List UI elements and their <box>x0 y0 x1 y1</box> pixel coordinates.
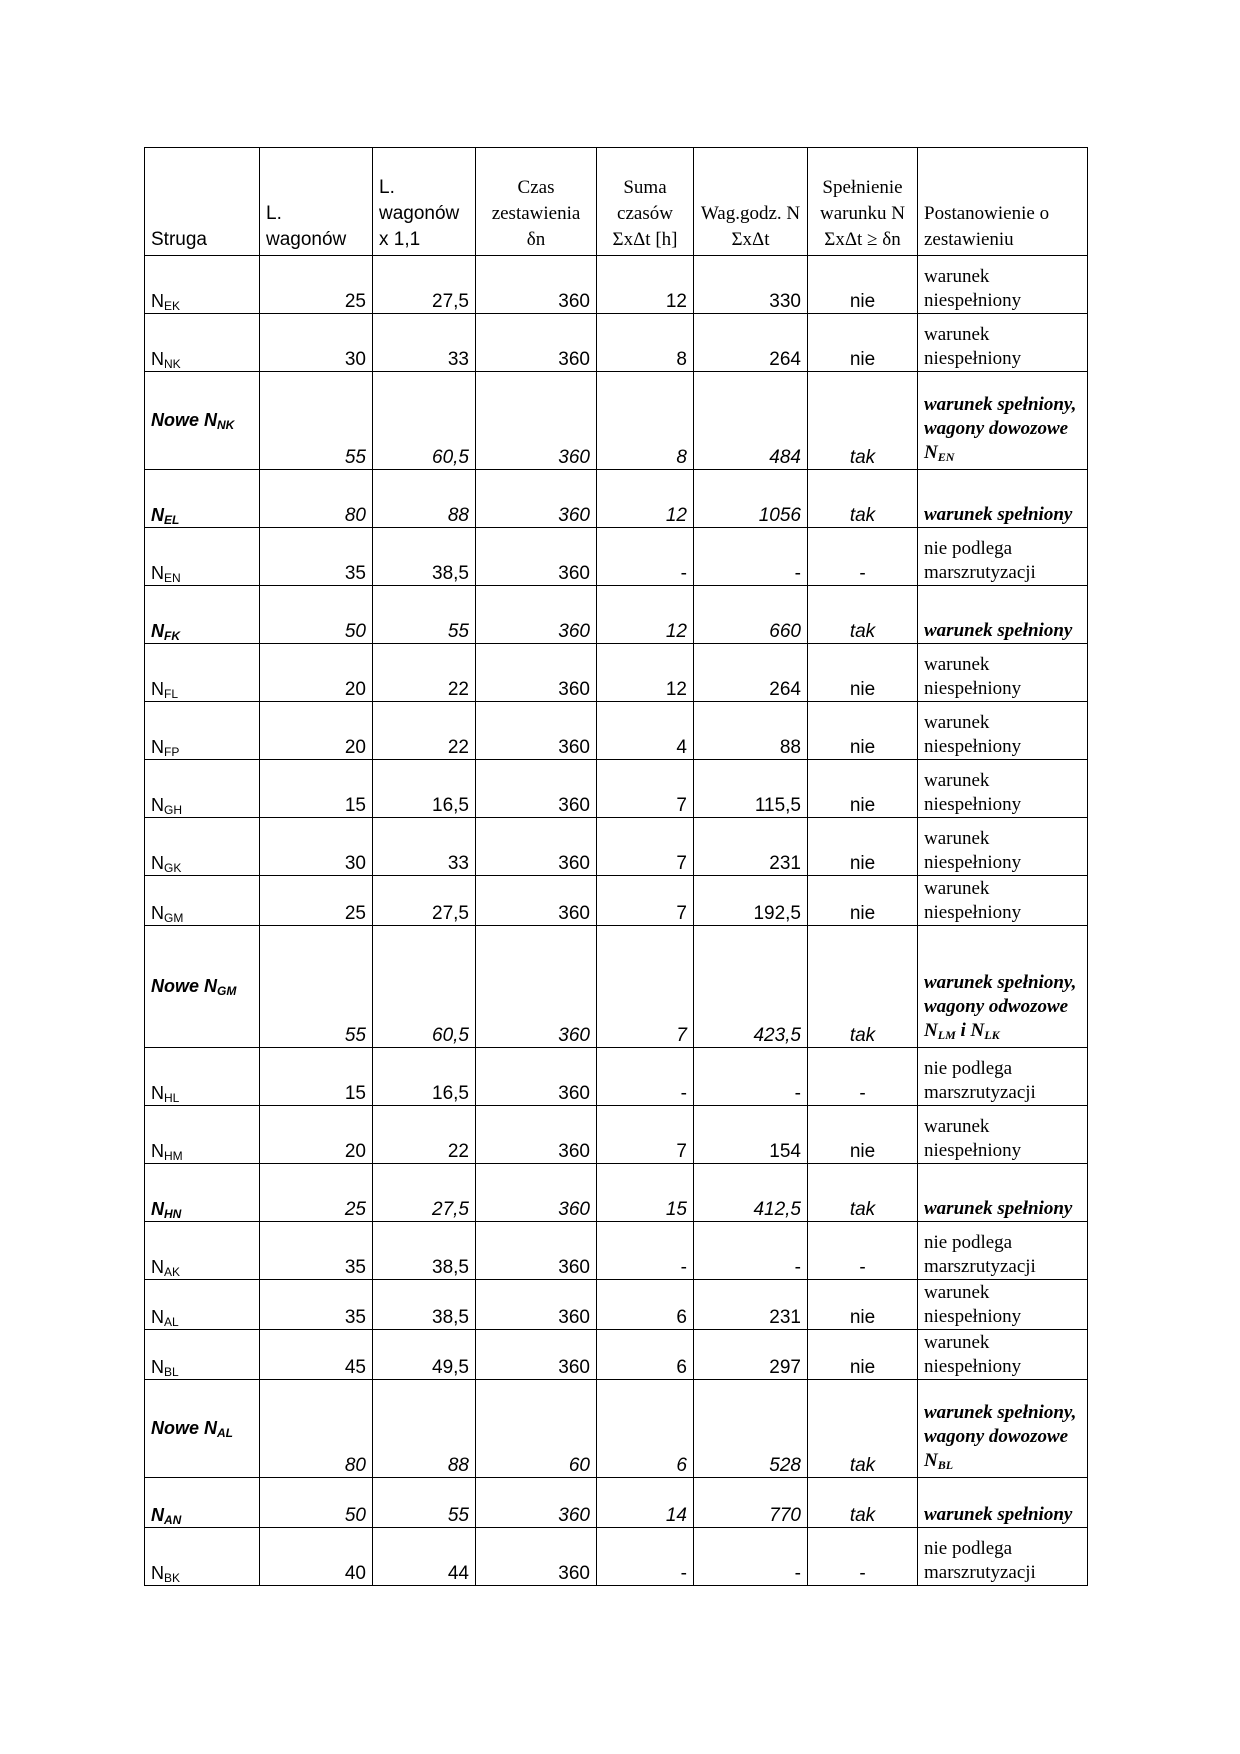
cell-postanowienie <box>918 1048 1088 1106</box>
struga-name: N <box>151 737 164 757</box>
table-row <box>145 1380 1088 1478</box>
cell-wag-godz: 297 <box>694 1330 808 1380</box>
struga-subscript: AL <box>217 1425 234 1440</box>
struga-name: N <box>151 795 164 815</box>
cell-struga <box>145 470 260 528</box>
cell-l-wagonow: 35 <box>260 1222 373 1280</box>
cell-suma: 15 <box>597 1164 694 1222</box>
table-body <box>145 256 1088 1586</box>
cell-wag-godz: 115,5 <box>694 760 808 818</box>
struga-name: N <box>151 1257 164 1277</box>
table-row <box>145 1048 1088 1106</box>
postanowienie-subscript: LK <box>984 1028 1000 1042</box>
cell-wag-godz: - <box>694 1048 808 1106</box>
cell-suma: 7 <box>597 1106 694 1164</box>
cell-czas: 60 <box>476 1380 597 1478</box>
postanowienie-text: nie podlega marszrutyzacji <box>924 538 1036 583</box>
cell-struga <box>145 876 260 926</box>
struga-name: N <box>151 621 164 641</box>
cell-struga <box>145 528 260 586</box>
table-row <box>145 528 1088 586</box>
struga-subscript: GK <box>164 861 182 875</box>
struga-name: Nowe N <box>151 409 218 430</box>
cell-postanowienie <box>918 644 1088 702</box>
cell-l-wagonow: 55 <box>260 926 373 1048</box>
struga-subscript: BK <box>164 1571 181 1585</box>
cell-czas: 360 <box>476 702 597 760</box>
cell-spelnienie: nie <box>808 876 918 926</box>
cell-suma: 8 <box>597 372 694 470</box>
cell-postanowienie <box>918 1528 1088 1586</box>
cell-l-wagonow: 80 <box>260 470 373 528</box>
postanowienie-text: warunek niespełniony <box>924 1282 1022 1327</box>
cell-struga <box>145 702 260 760</box>
cell-l-wagonow-11: 38,5 <box>373 528 476 586</box>
struga-subscript: AN <box>164 1513 182 1527</box>
cell-suma: 12 <box>597 586 694 644</box>
cell-czas: 360 <box>476 1528 597 1586</box>
struga-name: N <box>151 1307 164 1327</box>
table-row <box>145 926 1088 1048</box>
cell-spelnienie: tak <box>808 586 918 644</box>
cell-l-wagonow: 15 <box>260 1048 373 1106</box>
cell-suma: 12 <box>597 644 694 702</box>
postanowienie-text: warunek niespełniony <box>924 712 1022 757</box>
table-row <box>145 1528 1088 1586</box>
postanowienie-text: warunek niespełniony <box>924 266 1022 311</box>
cell-l-wagonow-11: 16,5 <box>373 760 476 818</box>
cell-wag-godz: - <box>694 1222 808 1280</box>
postanowienie-text: warunek spełniony, wagony dowozowe N <box>924 394 1077 463</box>
table-row <box>145 1330 1088 1380</box>
cell-l-wagonow-11: 27,5 <box>373 876 476 926</box>
postanowienie-text: warunek niespełniony <box>924 654 1022 699</box>
cell-struga <box>145 586 260 644</box>
cell-spelnienie: - <box>808 1528 918 1586</box>
table-row <box>145 1164 1088 1222</box>
struga-name: N <box>151 1199 164 1219</box>
cell-postanowienie <box>918 1478 1088 1528</box>
cell-suma: 4 <box>597 702 694 760</box>
postanowienie-text: warunek spełniony, wagony dowozowe N <box>924 1402 1077 1471</box>
cell-l-wagonow: 55 <box>260 372 373 470</box>
struga-subscript: NK <box>217 417 235 432</box>
struga-name: N <box>151 1083 164 1103</box>
header-struga: Struga <box>145 148 260 256</box>
cell-spelnienie: nie <box>808 818 918 876</box>
cell-struga <box>145 644 260 702</box>
cell-wag-godz: 192,5 <box>694 876 808 926</box>
cell-postanowienie <box>918 1380 1088 1478</box>
cell-suma: 7 <box>597 876 694 926</box>
header-row <box>145 148 1088 256</box>
cell-struga <box>145 256 260 314</box>
cell-l-wagonow: 40 <box>260 1528 373 1586</box>
struga-name: N <box>151 1357 164 1377</box>
cell-l-wagonow-11: 60,5 <box>373 372 476 470</box>
table-row <box>145 644 1088 702</box>
cell-spelnienie: tak <box>808 1380 918 1478</box>
cell-czas: 360 <box>476 818 597 876</box>
cell-l-wagonow-11: 33 <box>373 818 476 876</box>
cell-l-wagonow-11: 27,5 <box>373 1164 476 1222</box>
postanowienie-text: nie podlega marszrutyzacji <box>924 1058 1036 1103</box>
cell-wag-godz: 264 <box>694 644 808 702</box>
cell-spelnienie: - <box>808 1222 918 1280</box>
postanowienie-text: warunek spełniony <box>924 620 1073 641</box>
cell-struga <box>145 1048 260 1106</box>
cell-l-wagonow: 20 <box>260 702 373 760</box>
cell-wag-godz: 412,5 <box>694 1164 808 1222</box>
table-row <box>145 1478 1088 1528</box>
postanowienie-tail: i N <box>955 1020 985 1041</box>
postanowienie-subscript: LM <box>937 1028 956 1042</box>
cell-spelnienie: nie <box>808 702 918 760</box>
cell-l-wagonow: 50 <box>260 586 373 644</box>
cell-postanowienie <box>918 372 1088 470</box>
postanowienie-text: warunek niespełniony <box>924 1116 1022 1161</box>
table-row <box>145 586 1088 644</box>
cell-spelnienie: - <box>808 1048 918 1106</box>
cell-czas: 360 <box>476 1478 597 1528</box>
struga-name: N <box>151 349 164 369</box>
cell-suma: 12 <box>597 256 694 314</box>
header-postanowienie: Postanowienie o zestawieniu <box>918 148 1088 256</box>
cell-l-wagonow-11: 49,5 <box>373 1330 476 1380</box>
cell-struga <box>145 1528 260 1586</box>
cell-l-wagonow-11: 22 <box>373 1106 476 1164</box>
cell-czas: 360 <box>476 760 597 818</box>
postanowienie-text: warunek spełniony, wagony odwozowe N <box>924 972 1077 1041</box>
postanowienie-text: warunek spełniony <box>924 1504 1073 1525</box>
cell-l-wagonow: 20 <box>260 1106 373 1164</box>
cell-spelnienie: tak <box>808 1478 918 1528</box>
header-suma: Suma czasów ΣxΔt [h] <box>597 148 694 256</box>
cell-suma: - <box>597 528 694 586</box>
cell-suma: - <box>597 1048 694 1106</box>
cell-postanowienie <box>918 256 1088 314</box>
cell-spelnienie: nie <box>808 314 918 372</box>
cell-spelnienie: tak <box>808 372 918 470</box>
cell-czas: 360 <box>476 528 597 586</box>
cell-wag-godz: 484 <box>694 372 808 470</box>
cell-postanowienie <box>918 314 1088 372</box>
struga-subscript: EK <box>164 299 181 313</box>
table-row <box>145 702 1088 760</box>
header-spelnienie: Spełnienie warunku N ΣxΔt ≥ δn <box>808 148 918 256</box>
postanowienie-text: warunek niespełniony <box>924 1332 1022 1377</box>
struga-subscript: NK <box>164 357 181 371</box>
postanowienie-text: nie podlega marszrutyzacji <box>924 1232 1036 1277</box>
cell-postanowienie <box>918 1164 1088 1222</box>
cell-wag-godz: 154 <box>694 1106 808 1164</box>
cell-postanowienie <box>918 818 1088 876</box>
cell-l-wagonow: 25 <box>260 876 373 926</box>
cell-czas: 360 <box>476 256 597 314</box>
cell-suma: - <box>597 1528 694 1586</box>
cell-l-wagonow: 15 <box>260 760 373 818</box>
cell-wag-godz: - <box>694 1528 808 1586</box>
cell-l-wagonow: 45 <box>260 1330 373 1380</box>
cell-czas: 360 <box>476 1330 597 1380</box>
cell-struga <box>145 926 260 1048</box>
cell-wag-godz: 330 <box>694 256 808 314</box>
cell-suma: 14 <box>597 1478 694 1528</box>
cell-wag-godz: 88 <box>694 702 808 760</box>
table-row <box>145 876 1088 926</box>
struga-subscript: BL <box>164 1365 179 1379</box>
cell-suma: 8 <box>597 314 694 372</box>
cell-struga <box>145 1280 260 1330</box>
cell-suma: 7 <box>597 760 694 818</box>
cell-czas: 360 <box>476 1280 597 1330</box>
cell-struga <box>145 760 260 818</box>
table-row <box>145 1280 1088 1330</box>
postanowienie-text: warunek spełniony <box>924 504 1073 525</box>
table-row <box>145 1106 1088 1164</box>
cell-struga <box>145 818 260 876</box>
header-l-wagonow: L. wagonów <box>260 148 373 256</box>
struga-name: N <box>151 853 164 873</box>
cell-postanowienie <box>918 926 1088 1048</box>
cell-wag-godz: - <box>694 528 808 586</box>
cell-czas: 360 <box>476 926 597 1048</box>
cell-czas: 360 <box>476 1048 597 1106</box>
postanowienie-text: nie podlega marszrutyzacji <box>924 1538 1036 1583</box>
marshalling-table <box>144 147 1088 1586</box>
cell-l-wagonow-11: 33 <box>373 314 476 372</box>
cell-suma: - <box>597 1222 694 1280</box>
cell-wag-godz: 1056 <box>694 470 808 528</box>
table-row <box>145 818 1088 876</box>
cell-l-wagonow-11: 55 <box>373 1478 476 1528</box>
cell-suma: 12 <box>597 470 694 528</box>
table-row <box>145 314 1088 372</box>
cell-l-wagonow: 25 <box>260 256 373 314</box>
cell-l-wagonow: 30 <box>260 314 373 372</box>
cell-czas: 360 <box>476 644 597 702</box>
struga-subscript: GH <box>164 803 182 817</box>
cell-struga <box>145 1222 260 1280</box>
struga-name: N <box>151 903 164 923</box>
cell-czas: 360 <box>476 1106 597 1164</box>
cell-spelnienie: - <box>808 528 918 586</box>
cell-suma: 6 <box>597 1380 694 1478</box>
cell-postanowienie <box>918 1280 1088 1330</box>
struga-name: N <box>151 563 164 583</box>
struga-subscript: AL <box>164 1315 179 1329</box>
cell-wag-godz: 231 <box>694 818 808 876</box>
struga-name: N <box>151 1141 164 1161</box>
cell-postanowienie <box>918 760 1088 818</box>
struga-name: N <box>151 1563 164 1583</box>
cell-struga <box>145 372 260 470</box>
table-row <box>145 470 1088 528</box>
struga-subscript: HN <box>164 1207 182 1221</box>
cell-spelnienie: nie <box>808 1280 918 1330</box>
cell-struga <box>145 1164 260 1222</box>
cell-wag-godz: 660 <box>694 586 808 644</box>
postanowienie-subscript: BL <box>937 1458 954 1472</box>
cell-struga <box>145 1380 260 1478</box>
cell-l-wagonow-11: 22 <box>373 644 476 702</box>
cell-l-wagonow: 35 <box>260 1280 373 1330</box>
cell-struga <box>145 314 260 372</box>
cell-struga <box>145 1478 260 1528</box>
cell-spelnienie: tak <box>808 470 918 528</box>
table-row <box>145 256 1088 314</box>
struga-subscript: EN <box>164 571 181 585</box>
postanowienie-text: warunek niespełniony <box>924 324 1022 369</box>
cell-l-wagonow-11: 60,5 <box>373 926 476 1048</box>
cell-spelnienie: nie <box>808 1330 918 1380</box>
postanowienie-text: warunek niespełniony <box>924 770 1022 815</box>
header-l-wagonow-11: L. wagonów x 1,1 <box>373 148 476 256</box>
cell-l-wagonow: 25 <box>260 1164 373 1222</box>
cell-postanowienie <box>918 470 1088 528</box>
cell-l-wagonow-11: 38,5 <box>373 1280 476 1330</box>
struga-subscript: FP <box>164 745 180 759</box>
cell-czas: 360 <box>476 314 597 372</box>
cell-l-wagonow-11: 22 <box>373 702 476 760</box>
struga-name: N <box>151 505 164 525</box>
cell-spelnienie: nie <box>808 760 918 818</box>
cell-postanowienie <box>918 876 1088 926</box>
struga-name: N <box>151 1505 164 1525</box>
struga-subscript: FL <box>164 687 179 701</box>
table-row <box>145 372 1088 470</box>
postanowienie-subscript: EN <box>937 450 955 464</box>
cell-l-wagonow: 50 <box>260 1478 373 1528</box>
cell-spelnienie: nie <box>808 644 918 702</box>
cell-suma: 6 <box>597 1330 694 1380</box>
table-row <box>145 1222 1088 1280</box>
struga-subscript: EL <box>164 513 180 527</box>
cell-spelnienie: tak <box>808 926 918 1048</box>
cell-spelnienie: nie <box>808 1106 918 1164</box>
struga-subscript: HM <box>164 1149 183 1163</box>
cell-czas: 360 <box>476 470 597 528</box>
cell-l-wagonow-11: 38,5 <box>373 1222 476 1280</box>
cell-czas: 360 <box>476 586 597 644</box>
struga-subscript: HL <box>164 1091 180 1105</box>
cell-wag-godz: 231 <box>694 1280 808 1330</box>
header-czas: Czas zestawienia δn <box>476 148 597 256</box>
struga-name: N <box>151 291 164 311</box>
cell-czas: 360 <box>476 372 597 470</box>
cell-postanowienie <box>918 1222 1088 1280</box>
cell-suma: 7 <box>597 818 694 876</box>
cell-postanowienie <box>918 1106 1088 1164</box>
struga-name: N <box>151 679 164 699</box>
cell-czas: 360 <box>476 1222 597 1280</box>
cell-czas: 360 <box>476 1164 597 1222</box>
cell-czas: 360 <box>476 876 597 926</box>
cell-l-wagonow: 30 <box>260 818 373 876</box>
cell-l-wagonow: 20 <box>260 644 373 702</box>
cell-postanowienie <box>918 528 1088 586</box>
struga-name: Nowe N <box>151 1417 218 1438</box>
postanowienie-text: warunek niespełniony <box>924 878 1022 923</box>
cell-l-wagonow-11: 44 <box>373 1528 476 1586</box>
cell-spelnienie: nie <box>808 256 918 314</box>
struga-subscript: FK <box>164 629 180 643</box>
cell-suma: 6 <box>597 1280 694 1330</box>
table-row <box>145 760 1088 818</box>
cell-l-wagonow-11: 88 <box>373 1380 476 1478</box>
cell-struga <box>145 1330 260 1380</box>
postanowienie-text: warunek niespełniony <box>924 828 1022 873</box>
struga-name: Nowe N <box>151 975 218 996</box>
cell-l-wagonow: 35 <box>260 528 373 586</box>
cell-postanowienie <box>918 586 1088 644</box>
cell-postanowienie <box>918 702 1088 760</box>
cell-l-wagonow: 80 <box>260 1380 373 1478</box>
cell-postanowienie <box>918 1330 1088 1380</box>
cell-wag-godz: 770 <box>694 1478 808 1528</box>
cell-struga <box>145 1106 260 1164</box>
cell-l-wagonow-11: 27,5 <box>373 256 476 314</box>
cell-l-wagonow-11: 16,5 <box>373 1048 476 1106</box>
cell-suma: 7 <box>597 926 694 1048</box>
struga-subscript: AK <box>164 1265 181 1279</box>
struga-subscript: GM <box>217 983 237 998</box>
cell-wag-godz: 423,5 <box>694 926 808 1048</box>
cell-l-wagonow-11: 55 <box>373 586 476 644</box>
cell-wag-godz: 528 <box>694 1380 808 1478</box>
cell-wag-godz: 264 <box>694 314 808 372</box>
header-wag-godz: Wag.godz. N ΣxΔt <box>694 148 808 256</box>
cell-spelnienie: tak <box>808 1164 918 1222</box>
cell-l-wagonow-11: 88 <box>373 470 476 528</box>
struga-subscript: GM <box>164 911 184 925</box>
postanowienie-text: warunek spełniony <box>924 1198 1073 1219</box>
